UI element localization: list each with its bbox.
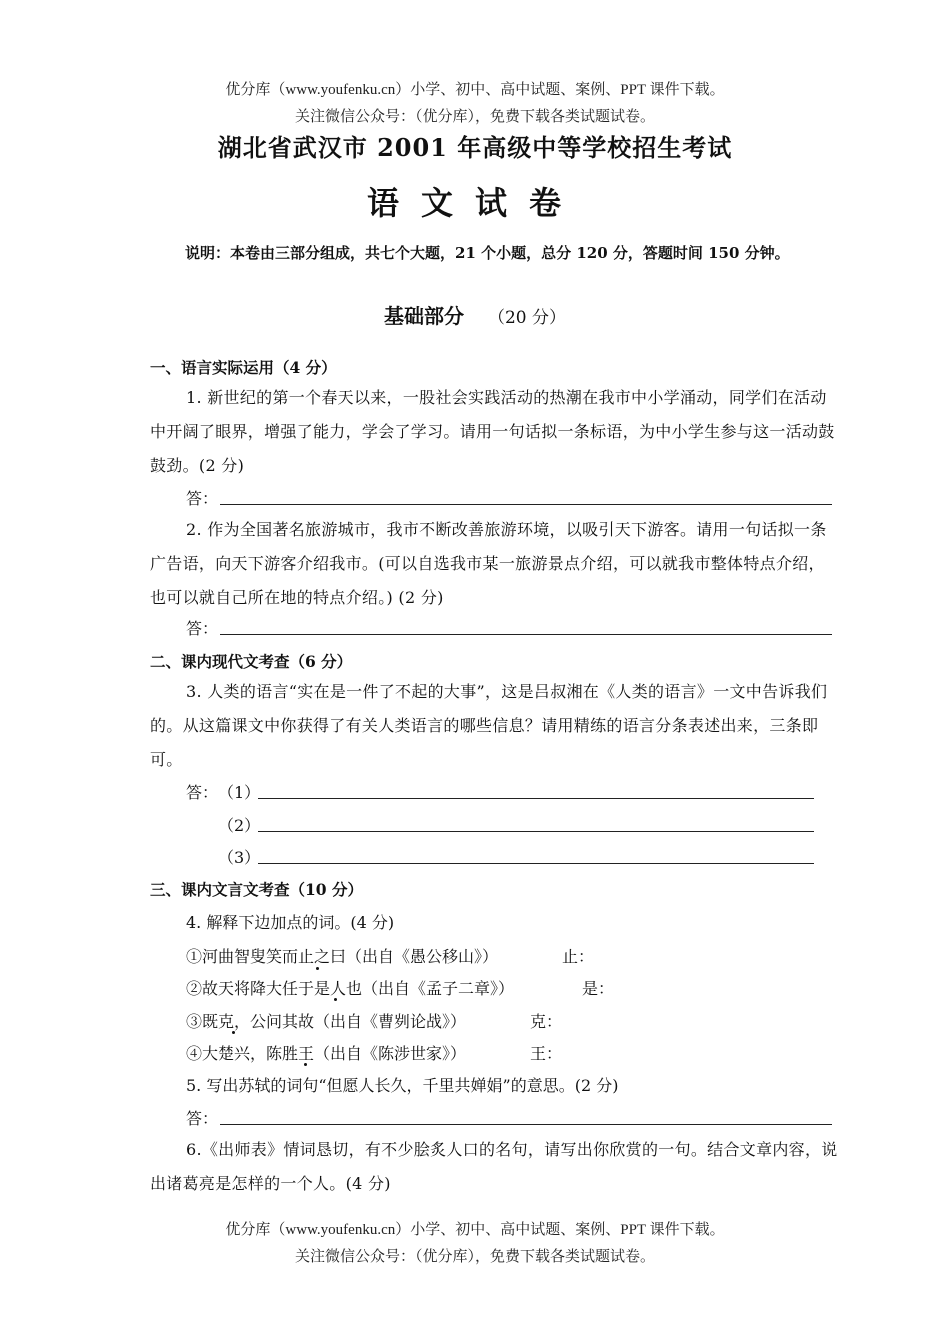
exam-instructions: 说明：本卷由三部分组成，共七个大题，21 个小题，总分 120 分，答题时间 150 分钟。 bbox=[185, 244, 790, 262]
answer-line-q3-2[interactable] bbox=[258, 831, 814, 832]
part-heading bbox=[0, 300, 950, 329]
question-6: 6.《出师表》情词恳切，有不少脍炙人口的名句，请写出你欣赏的一句。结合文章内容，说出诸葛亮是怎样的一个人。(4 分) bbox=[150, 1140, 838, 1193]
answer-label: 答： bbox=[186, 489, 219, 508]
answer-line-q5[interactable] bbox=[220, 1124, 832, 1125]
answer-item-3: （3） bbox=[218, 848, 261, 867]
q4-item-text: ③既克，公问其故（出自《曹刿论战》） bbox=[186, 1012, 467, 1031]
question-3: 3. 人类的语言“实在是一件了不起的大事”，这是吕叔湘在《人类的语言》一文中告诉我们的。从这篇课文中你获得了有关人类语言的哪些信息？请用精练的语言分条表述出来，三条即可。 bbox=[150, 682, 828, 769]
q4-item-4 bbox=[186, 1041, 563, 1064]
q4-item-1 bbox=[186, 944, 595, 967]
section-3-heading: 三、课内文言文考查（10 分） bbox=[150, 880, 363, 899]
question-4: 4. 解释下边加点的词。(4 分) bbox=[186, 913, 395, 932]
header-line-1: 优分库（www.youfenku.cn）小学、初中、高中试题、案例、PPT 课件下载。 bbox=[225, 82, 725, 98]
q4-item-text: ②故天将降大任于是人也（出自《孟子二章》） bbox=[186, 979, 515, 998]
q4-item-2 bbox=[186, 976, 615, 999]
q4-item-target: 是： bbox=[582, 979, 615, 998]
section-2-heading: 二、课内现代文考查（6 分） bbox=[150, 652, 353, 671]
question-5: 5. 写出苏轼的词句“但愿人长久，千里共婵娟”的意思。(2 分) bbox=[186, 1076, 619, 1095]
header-line-2: 关注微信公众号：（优分库），免费下载各类试题试卷。 bbox=[294, 109, 655, 125]
answer-label: 答： bbox=[186, 619, 219, 638]
subject-title: 语文试卷 bbox=[366, 184, 583, 222]
exam-title: 湖北省武汉市 2001 年高级中等学校招生考试 bbox=[217, 133, 733, 162]
part-title: 基础部分 bbox=[383, 304, 464, 328]
q4-item-text: ④大楚兴，陈胜王（出自《陈涉世家》） bbox=[186, 1044, 467, 1063]
footer-line-2: 关注微信公众号：（优分库），免费下载各类试题试卷。 bbox=[294, 1249, 655, 1265]
emphasis-dot bbox=[316, 967, 319, 970]
emphasis-dot bbox=[334, 998, 337, 1001]
question-2: 2. 作为全国著名旅游城市，我市不断改善旅游环境，以吸引天下游客。请用一句话拟一条广告语，向天下游客介绍我市。(可以自选我市某一旅游景点介绍，可以就我市整体特点介绍，也可以就自己所在地的特点介绍。) (2 分) bbox=[150, 520, 827, 607]
q4-item-text: ①河曲智叟笑而止之曰（出自《愚公移山》） bbox=[186, 947, 499, 966]
q4-item-3 bbox=[186, 1009, 563, 1032]
answer-item-2: （2） bbox=[218, 816, 261, 835]
answer-item-1: （1） bbox=[218, 783, 261, 802]
emphasis-dot bbox=[232, 1031, 235, 1034]
answer-label: 答： bbox=[186, 1109, 219, 1128]
question-1: 1. 新世纪的第一个春天以来，一股社会实践活动的热潮在我市中小学涌动，同学们在活动中开阔了眼界，增强了能力，学会了学习。请用一句话拟一条标语，为中小学生参与这一活动鼓鼓劲。(2 分) bbox=[150, 388, 835, 475]
q4-item-target: 止： bbox=[562, 947, 595, 966]
footer-line-1: 优分库（www.youfenku.cn）小学、初中、高中试题、案例、PPT 课件下载。 bbox=[225, 1222, 725, 1238]
part-score: （20 分） bbox=[487, 308, 567, 328]
answer-line-q2[interactable] bbox=[220, 634, 832, 635]
section-1-heading: 一、语言实际运用（4 分） bbox=[150, 358, 337, 377]
answer-line-q3-3[interactable] bbox=[258, 863, 814, 864]
emphasis-dot bbox=[304, 1063, 307, 1066]
q4-item-target: 王： bbox=[530, 1044, 563, 1063]
answer-line-q3-1[interactable] bbox=[258, 798, 814, 799]
answer-label: 答： bbox=[186, 783, 219, 802]
q4-item-target: 克： bbox=[530, 1012, 563, 1031]
answer-line-q1[interactable] bbox=[220, 504, 832, 505]
